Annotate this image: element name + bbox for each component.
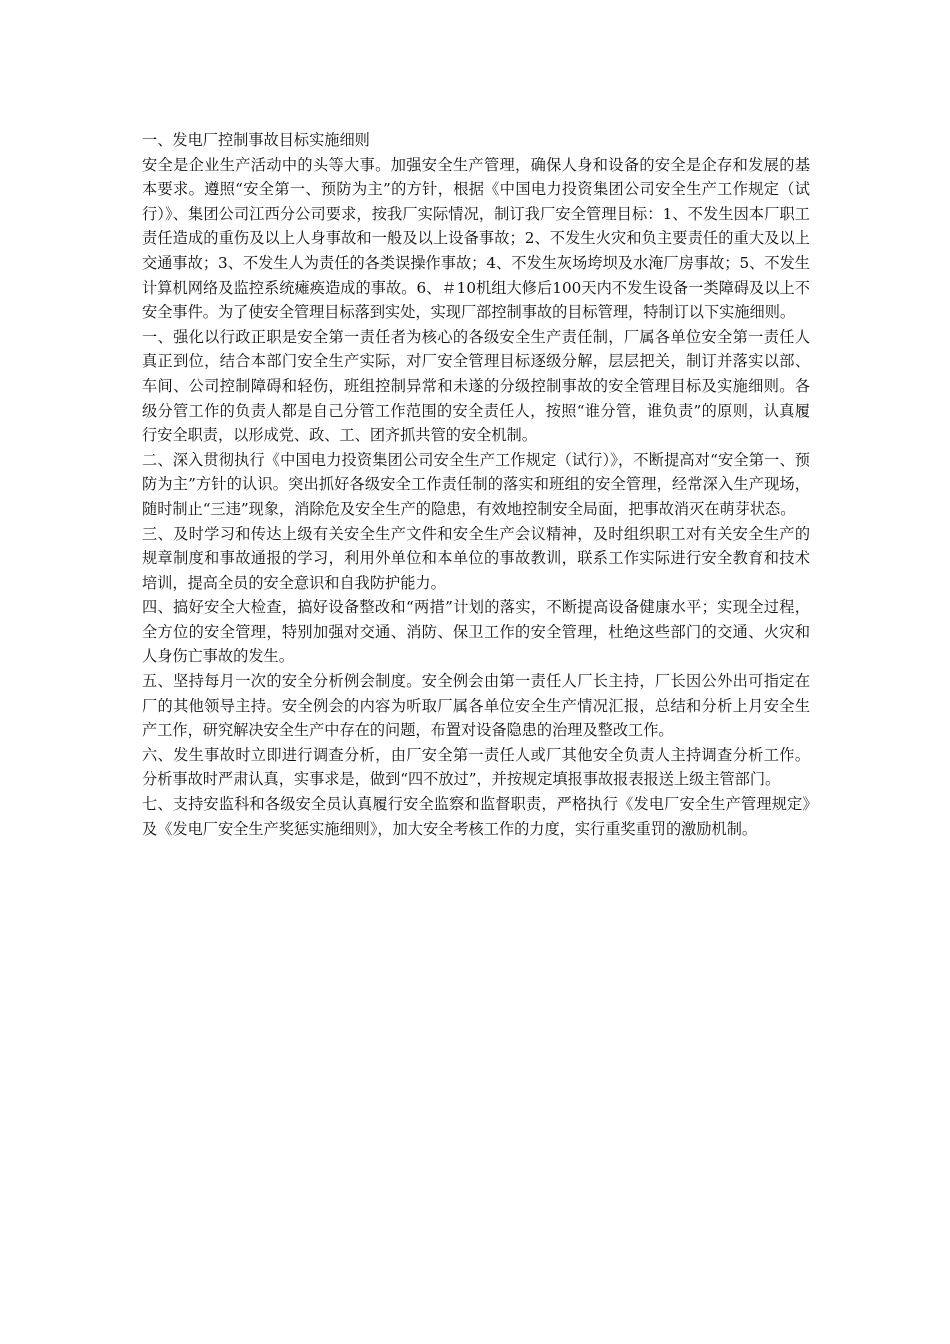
document-body xyxy=(142,128,810,841)
paragraph-intro: 安全是企业生产活动中的头等大事。加强安全生产管理，确保人身和设备的安全是企存和发展的基本要求。遵照“安全第一、预防为主”的方针，根据《中国电力投资集团公司安全生产工作规定（试行）》、集团公司江西分公司要求，按我厂实际情况，制订我厂安全管理目标：1、不发生因本厂职工责任造成的重伤及以上人身事故和一般及以上设备事故；2、不发生火灾和负主要责任的重大及以上交通事故；3、不发生人为责任的各类误操作事故；4、不发生灰场垮坝及水淹厂房事故；5、不发生计算机网络及监控系统瘫痪造成的事故。6、＃10机组大修后100天内不发生设备一类障碍及以上不安全事件。为了使安全管理目标落到实处，实现厂部控制事故的目标管理，特制订以下实施细则。 xyxy=(142,155,810,322)
paragraph-item-2: 二、深入贯彻执行《中国电力投资集团公司安全生产工作规定（试行）》，不断提高对“安全第一、预防为主”方针的认识。突出抓好各级安全工作责任制的落实和班组的安全管理，经常深入生产现场，随时制止“三违”现象，消除危及安全生产的隐患，有效地控制安全局面，把事故消灭在萌芽状态。 xyxy=(142,450,810,518)
paragraph-item-3: 三、及时学习和传达上级有关安全生产文件和安全生产会议精神，及时组织职工对有关安全生产的规章制度和事故通报的学习，利用外单位和本单位的事故教训，联系工作实际进行安全教育和技术培训，提高全员的安全意识和自我防护能力。 xyxy=(142,524,810,592)
paragraph-item-5: 五、坚持每月一次的安全分析例会制度。安全例会由第一责任人厂长主持，厂长因公外出可指定在厂的其他领导主持。安全例会的内容为听取厂属各单位安全生产情况汇报，总结和分析上月安全生产工作，研究解决安全生产中存在的问题，布置对设备隐患的治理及整改工作。 xyxy=(142,672,810,740)
document-title: 一、发电厂控制事故目标实施细则 xyxy=(142,131,370,149)
paragraph-item-7: 七、支持安监科和各级安全员认真履行安全监察和监督职责，严格执行《发电厂安全生产管理规定》及《发电厂安全生产奖惩实施细则》，加大安全考核工作的力度，实行重奖重罚的激励机制。 xyxy=(142,795,810,838)
paragraph-item-1: 一、强化以行政正职是安全第一责任者为核心的各级安全生产责任制，厂属各单位安全第一责任人真正到位，结合本部门安全生产实际，对厂安全管理目标逐级分解，层层把关，制订并落实以部、车间、公司控制障碍和轻伤，班组控制异常和未遂的分级控制事故的安全管理目标及实施细则。各级分管工作的负责人都是自己分管工作范围的安全责任人，按照“谁分管，谁负责”的原则，认真履行安全职责，以形成党、政、工、团齐抓共管的安全机制。 xyxy=(142,327,810,445)
paragraph-item-6: 六、发生事故时立即进行调查分析，由厂安全第一责任人或厂其他安全负责人主持调查分析工作。分析事故时严肃认真，实事求是，做到“四不放过”，并按规定填报事故报表报送上级主管部门。 xyxy=(142,745,810,789)
paragraph-item-4: 四、搞好安全大检查，搞好设备整改和“两措”计划的落实，不断提高设备健康水平；实现全过程，全方位的安全管理，特别加强对交通、消防、保卫工作的安全管理，杜绝这些部门的交通、火灾和人身伤亡事故的发生。 xyxy=(142,598,810,666)
